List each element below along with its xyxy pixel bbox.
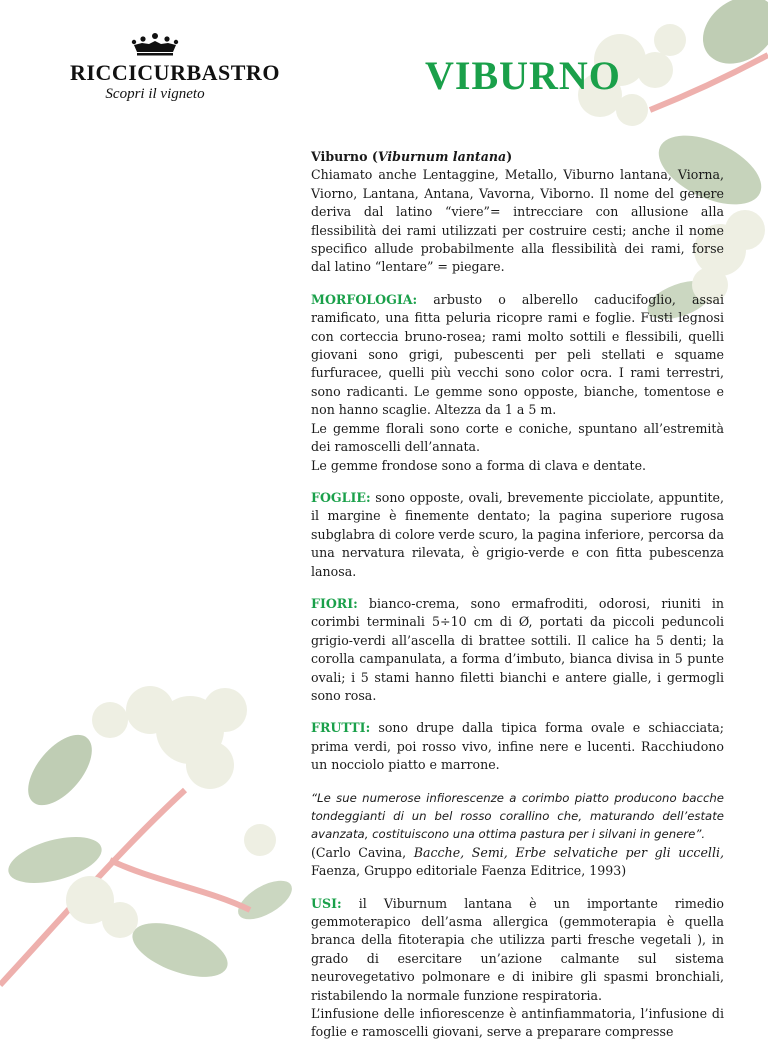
morfologia-text: arbusto o alberello caducifoglio, assai ramificato, una fitta peluria ricopre rami e foglie. Fusti legnosi con corteccia bruno-rosea; rami molto sottili e flessibili, quelli giovani sono grigi, pubescenti per peli stellati e squame furfuracee, quelli più vecchi sono color ocra. I rami terrestri, sono radicanti. Le gemme sono opposte, bianche, tomentose e non hanno scaglie. Altezza da 1 a 5 m. — [311, 291, 724, 418]
usi-text-2: L’infusione delle infiorescenze è antinfiammatoria, l’infusione di foglie e ramoscelli giovani, serve a preparare compresse — [311, 1006, 724, 1040]
brand-first: RICCI — [70, 60, 138, 85]
citation-author: (Carlo Cavina, — [311, 844, 414, 860]
frutti-paragraph — [311, 719, 724, 774]
foglie-label: FOGLIE: — [311, 489, 371, 505]
brand-tagline: Scopri il vigneto — [105, 86, 205, 102]
foglie-text: sono opposte, ovali, brevemente picciolate, appuntite, il margine è finemente dentato; la pagina superiore rugosa subglabra di colore verde scuro, la pagina inferiore, percorsa da una nervatura rilevata, è grigio-verde e con fitta pubescenza lanosa. — [311, 489, 724, 579]
morfologia-label: MORFOLOGIA: — [311, 291, 418, 307]
usi-label: USI: — [311, 895, 342, 911]
citation-work: Bacche, Semi, Erbe selvatiche per gli uccelli, — [413, 844, 725, 860]
intro-name-latin: Viburnum lantana — [377, 149, 507, 164]
page-title: VIBURNO — [425, 53, 621, 98]
brand-logo — [70, 32, 280, 103]
citation-quote: “Le sue numerose infiorescenze a corimbo piatto producono bacche tondeggianti di un bel rosso corallino che, maturando dell’estate avanzata, costituiscono una ottima pastura per i silvani in genere”. — [311, 790, 724, 842]
brand-second: CURBASTRO — [137, 60, 280, 85]
intro-name-plain: Viburno ( — [311, 149, 378, 164]
crown-icon — [130, 32, 180, 56]
article-body — [311, 148, 724, 1042]
fiori-label: FIORI: — [311, 595, 358, 611]
brand-name — [70, 60, 280, 86]
flower-illustration-bottom-left — [0, 650, 300, 994]
intro-heading — [311, 148, 724, 166]
usi-paragraph — [311, 895, 724, 1005]
morfologia-text-2: Le gemme florali sono corte e coniche, spuntano all’estremità dei ramoscelli dell’annata. — [311, 420, 724, 455]
frutti-label: FRUTTI: — [311, 720, 371, 736]
intro-name-close: ) — [506, 149, 513, 164]
citation-paragraph — [311, 789, 724, 881]
frutti-text: sono drupe dalla tipica forma ovale e schiacciata; prima verdi, poi rosso vivo, infine nere e lucenti. Racchiudono un nocciolo piatto e marrone. — [311, 720, 724, 773]
morfologia-text-3: Le gemme frondose sono a forma di clava e dentate. — [311, 457, 647, 473]
fiori-paragraph — [311, 595, 724, 705]
foglie-paragraph — [311, 489, 724, 581]
usi-text: il Viburnum lantana è un importante rimedio gemmoterapico dell’asma allergica (gemmoterapia è quella branca della fitoterapia che utilizza parti fresche vegetali ), in grado di esercitare un’azione calmante sul sistema neurovegetativo polmonare e di inibire gli spasmi bronchiali, ristabilendo la normale funzione respiratoria. — [311, 895, 724, 1003]
fiori-text: bianco-crema, sono ermafroditi, odorosi, riuniti in corimbi terminali 5÷10 cm di Ø, portati da piccoli peduncoli grigio-verdi all’ascella di brattee sottili. Il calice ha 5 denti; la corolla campanulata, a forma d’imbuto, bianca divisa in 5 punte ovali; i 5 stami hanno filetti bianchi e antere gialle, i germogli sono rosa. — [311, 595, 724, 703]
morfologia-paragraph — [311, 291, 724, 420]
citation-publisher: Faenza, Gruppo editoriale Faenza Editrice, 1993) — [311, 863, 627, 879]
intro-text: Chiamato anche Lentaggine, Metallo, Viburno lantana, Viorna, Viorno, Lantana, Antana, Vavorna, Viborno. Il nome del genere deriva dal latino “viere”= intrecciare con allusione alla flessibilità dei rami utilizzati per costruire cesti; anche il nome specifico allude probabilmente alla flessibilità dei rami, forse dal latino “lentare” = piegare. — [311, 167, 724, 275]
